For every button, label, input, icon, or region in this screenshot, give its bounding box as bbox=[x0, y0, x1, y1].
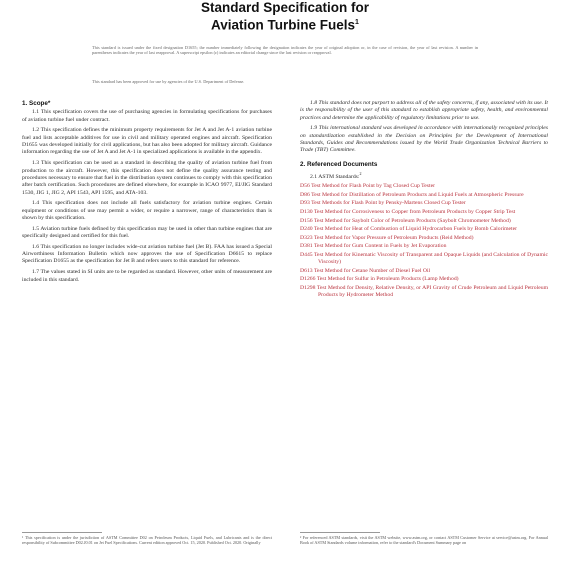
reference-item[interactable] bbox=[300, 200, 548, 207]
scope-paragraph: 1.5 Aviation turbine fuels defined by this specification may be used in other than turbine engines that are specifically designed and certified for this fuel. bbox=[22, 225, 272, 240]
reference-title[interactable]: Test Method for Flash Point by Tag Closed Cup Tester bbox=[311, 183, 435, 190]
section-heading-referenced-documents: 2. Referenced Documents bbox=[300, 160, 378, 168]
reference-title[interactable]: Test Method for Saybolt Color of Petroleum Products (Saybolt Chromometer Method) bbox=[313, 217, 511, 224]
section-heading-scope: 1. Scope* bbox=[22, 100, 51, 107]
reference-title[interactable]: Test Method for Corrosiveness to Copper from Petroleum Products by Copper Strip Test bbox=[313, 208, 516, 215]
reference-title[interactable]: Test Method for Kinematic Viscosity of Transparent and Opaque Liquids (and Calculation of Dynamic Viscosity) bbox=[313, 251, 548, 265]
reference-code-link[interactable]: D93 bbox=[300, 200, 310, 207]
scope-paragraph: 1.7 The values stated in SI units are to be regarded as standard. However, other units of measurement are included in this standard. bbox=[22, 269, 272, 283]
doc-title-line1: Standard Specification for bbox=[200, 0, 370, 15]
reference-item[interactable] bbox=[300, 209, 548, 216]
referenced-documents-list bbox=[300, 170, 548, 299]
footnote-1: ¹ This specification is under the jurisdiction of ASTM Committee D02 on Petroleum Products, Liquid Fuels, and Lubricants and is the direct responsibility of Subcommittee D02.J0.01 on Jet Fuel Specifications. Current edition approved Oct. 15, 2020. Published Oct. 2020. Originally bbox=[22, 535, 272, 545]
reference-code-link[interactable]: D156 bbox=[300, 217, 313, 224]
scope-paragraph: 1.1 This specification covers the use of purchasing agencies in formulating specifications for purchases of aviation turbine fuel under contract. bbox=[22, 109, 272, 123]
scope-paragraph: 1.6 This specification no longer includes wide-cut aviation turbine fuel (Jet B). FAA has issued a Special Airworthiness Information Bulletin which now approves the use of Specification D6615 to replace Specification D1655 as the specification for Jet B and refers users to this standard for reference. bbox=[22, 243, 272, 265]
reference-title[interactable]: Test Methods for Flash Point by Pensky-Martens Closed Cup Tester bbox=[311, 200, 466, 207]
international-standard-paragraph: 1.9 This international standard was developed in accordance with internationally recognized principles on standardization established in the Decision on Principles for the Development of International Standards, Guides and Recommendations issued by the World Trade Organization Technical Barriers to Trade (TBT) Committee. bbox=[300, 125, 548, 154]
reference-item[interactable] bbox=[300, 218, 548, 225]
reference-title[interactable]: Test Method for Vapor Pressure of Petroleum Products (Reid Method) bbox=[313, 234, 474, 241]
reference-item[interactable] bbox=[300, 183, 548, 190]
footnote-rule-left bbox=[22, 532, 102, 533]
dod-approval-note: This standard has been approved for use by agencies of the U.S. Department of Defense. bbox=[92, 79, 245, 84]
doc-title-line2 bbox=[0, 16, 570, 33]
reference-code-link[interactable]: D130 bbox=[300, 208, 313, 215]
reference-code-link[interactable]: D1298 bbox=[300, 284, 316, 291]
reference-title[interactable]: Test Method for Distillation of Petroleum Products and Liquid Fuels at Atmospheric Pressure bbox=[311, 191, 524, 198]
reference-item[interactable] bbox=[300, 252, 548, 267]
astm-standards-text: 2.1 ASTM Standards: bbox=[310, 174, 360, 181]
reference-item[interactable] bbox=[300, 235, 548, 242]
reference-code-link[interactable]: D240 bbox=[300, 226, 313, 233]
reference-code-link[interactable]: D445 bbox=[300, 251, 313, 258]
reference-code-link[interactable]: D381 bbox=[300, 243, 313, 250]
reference-code-link[interactable]: D323 bbox=[300, 234, 313, 241]
reference-item[interactable] bbox=[300, 285, 548, 300]
doc-title-text: Aviation Turbine Fuels bbox=[211, 17, 356, 33]
scope-paragraph: 1.4 This specification does not include all fuels satisfactory for aviation turbine engines. Certain equipment or conditions of use may permit a wider, or require a narrower, range of characteristics than is shown by this specification. bbox=[22, 200, 272, 221]
reference-item[interactable] bbox=[300, 243, 548, 250]
designation-note: This standard is issued under the fixed designation D1655; the number immediately following the designation indicates the year of original adoption or, in the case of revision, the year of last revision. A number in parentheses indicates the year of last reapproval. A superscript epsilon (ε) indicates an editorial change since the last revision or reapproval. bbox=[92, 45, 478, 56]
reference-title[interactable]: Test Method for Gum Content in Fuels by Jet Evaporation bbox=[313, 243, 447, 250]
left-column bbox=[22, 100, 272, 287]
footnote-2: ² For referenced ASTM standards, visit the ASTM website, www.astm.org, or contact ASTM Customer Service at service@astm.org. For Annual Book of ASTM Standards volume information, refer to the standard's Document Summary page on bbox=[300, 535, 548, 545]
reference-item[interactable] bbox=[300, 192, 548, 199]
scope-paragraph: 1.2 This specification defines the minimum property requirements for Jet A and Jet A-1 aviation turbine fuel and lists acceptable additives for use in civil and military operated engines and aircraft. Specification D1655 was developed initially for civil applications, but has also been adopted for military aircraft. Guidance information regarding the use of Jet A and Jet A-1 in specialized applications is available in the appendix. bbox=[22, 127, 272, 156]
scope-paragraph: 1.3 This specification can be used as a standard in describing the quality of aviation turbine fuel from production to the aircraft. However, this specification does not define the quality assurance testing and procedures necessary to ensure that fuel in the distribution system continues to comply with this specification after batch certification. Such procedures are defined elsewhere, for example in ICAO 9977, EI/JIG Standard 1530, JIG 1, JIG 2, API 1543, API 1595, and ATA-103. bbox=[22, 160, 272, 196]
reference-title[interactable]: Test Method for Cetane Number of Diesel Fuel Oil bbox=[313, 267, 431, 274]
reference-code-link[interactable]: D86 bbox=[300, 191, 310, 198]
reference-title[interactable]: Test Method for Heat of Combustion of Liquid Hydrocarbon Fuels by Bomb Calorimeter bbox=[313, 226, 518, 233]
right-column bbox=[300, 100, 548, 300]
reference-title[interactable]: Test Method for Density, Relative Density, or API Gravity of Crude Petroleum and Liquid Petroleum Products by Hydrometer Method bbox=[316, 284, 549, 298]
reference-title[interactable]: Test Method for Sulfur in Petroleum Products (Lamp Method) bbox=[316, 276, 459, 283]
astm-standards-label bbox=[300, 170, 548, 181]
reference-item[interactable] bbox=[300, 276, 548, 283]
doc-title-footnote-mark: 1 bbox=[355, 19, 359, 26]
reference-code-link[interactable]: D56 bbox=[300, 183, 310, 190]
footnote-rule-right bbox=[300, 532, 380, 533]
reference-item[interactable] bbox=[300, 226, 548, 233]
astm-standards-footnote-mark: 2 bbox=[359, 171, 362, 177]
reference-code-link[interactable]: D613 bbox=[300, 267, 313, 274]
reference-code-link[interactable]: D1266 bbox=[300, 276, 316, 283]
safety-paragraph: 1.8 This standard does not purport to address all of the safety concerns, if any, associated with its use. It is the responsibility of the user of this standard to establish appropriate safety, health, and environmental practices and determine the applicability of regulatory limitations prior to use. bbox=[300, 100, 548, 121]
reference-item[interactable] bbox=[300, 268, 548, 275]
